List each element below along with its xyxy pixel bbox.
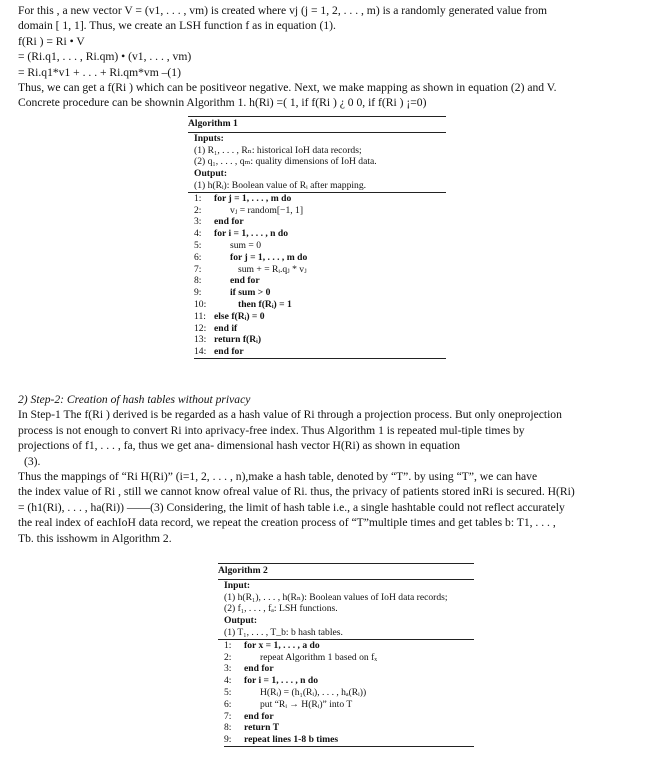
step-text: for i = 1, . . . , n do xyxy=(244,675,319,687)
step-text: end for xyxy=(230,275,260,287)
step-number: 10: xyxy=(194,298,207,310)
step-text: sum + = Rᵢ.qⱼ * vⱼ xyxy=(238,263,307,275)
step-text: for j = 1, . . . , m do xyxy=(214,192,292,204)
step-number: 12: xyxy=(194,322,207,334)
inputs-label: Inputs: xyxy=(194,132,224,144)
algorithm-2-box xyxy=(218,563,474,747)
input-item: (2) f₁, . . . , fₐ: LSH functions. xyxy=(224,603,338,615)
step-text: put “Rᵢ → H(Rᵢ)” into T xyxy=(260,698,353,710)
step-number: 2: xyxy=(224,651,232,663)
section-line: Thus the mappings of “Ri H(Ri)” (i=1, 2, . . . , n),make a hash table, denoted by “T”. by using “T”, we can have xyxy=(18,470,538,484)
step-number: 7: xyxy=(224,710,232,722)
output-label: Output: xyxy=(224,615,258,627)
algorithm-1-steps xyxy=(188,193,446,359)
step-number: 3: xyxy=(194,216,202,228)
step-number: 13: xyxy=(194,334,207,346)
step-text: return f(Rᵢ) xyxy=(214,334,262,346)
algorithm-2-steps xyxy=(218,640,474,747)
step-text: end for xyxy=(244,710,274,722)
intro-line: Thus, we can get a f(Ri ) which can be positiveor negative. Next, we make mapping as shown in equation (2) and V. xyxy=(18,81,557,95)
input-item: (1) R₁, . . . , Rₙ: historical IoH data records; xyxy=(194,144,362,156)
step-text: then f(Rᵢ) = 1 xyxy=(238,298,292,310)
equation-line: = Ri.q1*v1 + . . . + Ri.qm*vm –(1) xyxy=(18,65,181,79)
step-number: 14: xyxy=(194,346,207,358)
step-text: end if xyxy=(214,322,238,334)
input-item: (2) q₁, . . . , qₘ: quality dimensions of IoH data. xyxy=(194,156,377,168)
step-text: H(Rᵢ) = (h₁(Rᵢ), . . . , hₐ(Rᵢ)) xyxy=(260,686,367,698)
step-text: sum = 0 xyxy=(230,239,261,251)
section-line: process is not enough to convert Ri into aprivacy-free index. Thus Algorithm 1 is repeated mul-tiple times by xyxy=(18,423,525,437)
section-line: = (h1(Ri), . . . , ha(Ri)) ——(3) Considering, the limit of hash table i.e., a single hashtable could not reflect accurately xyxy=(18,500,565,514)
step-number: 6: xyxy=(194,251,202,263)
section-line: the real index of eachIoH data record, we repeat the creation process of “T”multiple times and get tables b: T1, . . . , xyxy=(18,516,556,530)
step-number: 9: xyxy=(224,734,232,746)
step-number: 9: xyxy=(194,287,202,299)
equation-line: f(Ri ) = Ri • V xyxy=(18,34,85,48)
step-text: repeat Algorithm 1 based on fₓ xyxy=(260,651,378,663)
step-text: vⱼ = random[−1, 1] xyxy=(230,204,304,216)
intro-line: For this , a new vector V = (v1, . . . , vm) is created where vj (j = 1, 2, . . . , m) is a randomly generated value from xyxy=(18,4,548,17)
step-text: for x = 1, . . . , a do xyxy=(244,639,320,651)
step-text: for i = 1, . . . , n do xyxy=(214,228,289,240)
step-number: 5: xyxy=(194,239,202,251)
output-label: Output: xyxy=(194,168,228,180)
step-text: if sum > 0 xyxy=(230,287,271,299)
output-item: (1) h(Rᵢ): Boolean value of Rᵢ after mapping. xyxy=(188,180,446,193)
step-number: 5: xyxy=(224,686,232,698)
input-item: (1) h(R₁), . . . , h(Rₙ): Boolean values of IoH data records; xyxy=(224,591,448,603)
step-number: 6: xyxy=(224,698,232,710)
step-number: 11: xyxy=(194,310,206,322)
equation-line: = (Ri.q1, . . . , Ri.qm) • (v1, . . . , vm) xyxy=(18,50,192,64)
intro-paragraph xyxy=(18,3,640,111)
step-number: 8: xyxy=(194,275,202,287)
step-number: 4: xyxy=(194,228,202,240)
section-line: Tb. this isshowm in Algorithm 2. xyxy=(18,531,172,545)
step-text: repeat lines 1-8 b times xyxy=(244,734,339,746)
step-number: 4: xyxy=(224,675,232,687)
section-line: In Step-1 The f(Ri ) derived is be regarded as a hash value of Ri through a projection process. But only oneprojection xyxy=(18,408,562,422)
intro-line: Concrete procedure can be shownin Algorithm 1. h(Ri) =( 1, if f(Ri ) ¿ 0 0, if f(Ri ) ¡=0) xyxy=(18,96,427,110)
section-2-block xyxy=(18,392,640,546)
section-line: projections of f1, . . . , fa, thus we get ana- dimensional hash vector H(Ri) as shown in equation xyxy=(18,439,461,453)
section-line: (3). xyxy=(24,454,41,468)
step-number: 2: xyxy=(194,204,202,216)
step-number: 1: xyxy=(194,192,202,204)
step-number: 7: xyxy=(194,263,202,275)
algorithm-1-box xyxy=(188,116,446,359)
section-heading: 2) Step-2: Creation of hash tables without privacy xyxy=(18,393,251,406)
step-number: 3: xyxy=(224,663,232,675)
step-text: end for xyxy=(214,216,244,228)
output-item: (1) T₁, . . . , T_b: b hash tables. xyxy=(218,627,474,640)
section-line: the index value of Ri , still we cannot know ofreal value of Ri. thus, the privacy of patients stored inRi is secured. H(Ri) xyxy=(18,485,575,499)
step-text: end for xyxy=(244,663,274,675)
algorithm-2-title: Algorithm 2 xyxy=(218,563,474,580)
intro-line: domain [ 1, 1]. Thus, we create an LSH function f as in equation (1). xyxy=(18,19,336,33)
step-number: 1: xyxy=(224,639,232,651)
algorithm-1-title: Algorithm 1 xyxy=(188,116,446,133)
step-number: 8: xyxy=(224,722,232,734)
step-text: for j = 1, . . . , m do xyxy=(230,251,308,263)
step-text: end for xyxy=(214,346,244,358)
step-text: return T xyxy=(244,722,280,734)
step-text: else f(Rᵢ) = 0 xyxy=(214,310,265,322)
input-label: Input: xyxy=(224,579,251,591)
